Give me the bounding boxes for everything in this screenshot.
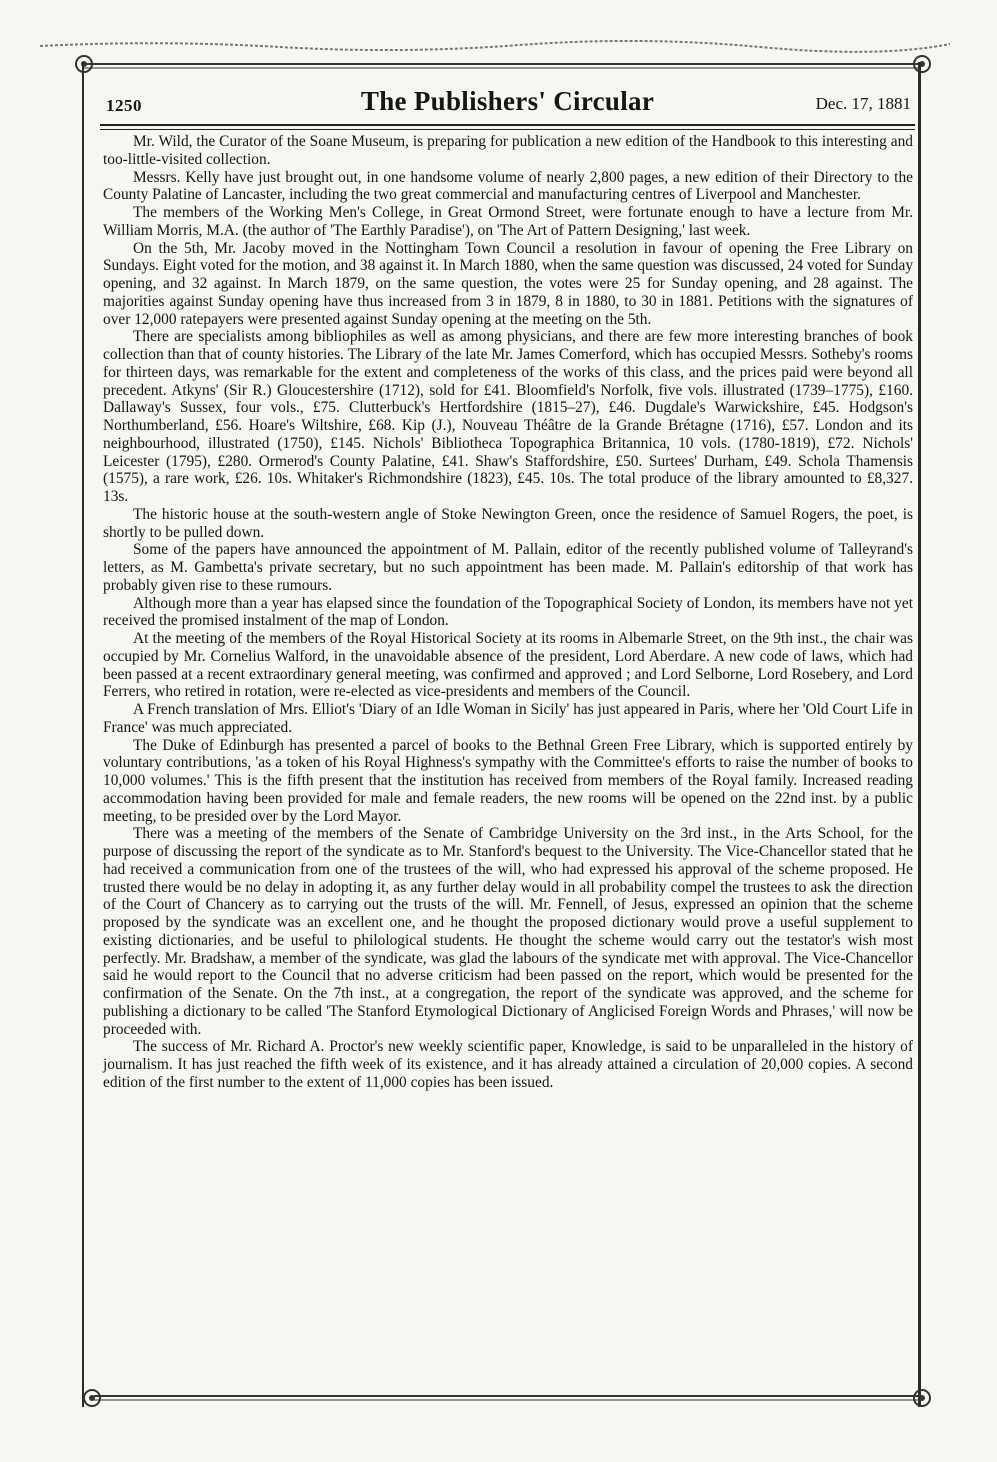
right-frame-rule: [918, 62, 921, 1407]
paragraph-nottingham-library: On the 5th, Mr. Jacoby moved in the Nottingham Town Council a resolution in favour of opening the Free Library on Sundays. Eight voted for the motion, and 38 against it. In March 1880, when the same question was discussed, 24 voted for Sunday opening, and 32 against. In March 1879, on the same question, the votes were 25 for Sunday opening, and 28 against. The majorities against Sunday opening have thus increased from 3 in 1879, 8 in 1880, to 30 in 1881. Petitions with the signatures of over 12,000 ratepayers were presented against Sunday opening at the meeting on the 5th.: [103, 239, 914, 328]
paragraph-duke-of-edinburgh: The Duke of Edinburgh has presented a parcel of books to the Bethnal Green Free Library, which is supported entirely by voluntary contributions, 'as a token of his Royal Highness's sympathy with the Committee's efforts to raise the number of books to 10,000 volumes.' This is the fifth present that the institution has received from members of the Royal family. Increased reading accommodation having been provided for male and female readers, the new rooms will be opened on the 22nd inst. by a public meeting, to be presided over by the Lord Mayor.: [103, 736, 913, 825]
paragraph-soane-museum: Mr. Wild, the Curator of the Soane Museum, is preparing for publication a new edition of the Handbook to this interesting and too-little-visited collection.: [103, 133, 913, 168]
header-rule-thick: [100, 124, 915, 126]
paragraph-royal-historical-society: At the meeting of the members of the Royal Historical Society at its rooms in Albemarle Street, on the 9th inst., the chair was occupied by Mr. Cornelius Walford, in the unavoidable absence of the president, Lord Aberdare. A new code of laws, which had been passed at a recent extraordinary general meeting, was confirmed and approved ; and Lord Selborne, Lord Rosebery, and Lord Ferrers, who retired in rotation, were re-elected as vice-presidents and members of the Council.: [103, 630, 913, 701]
paragraph-knowledge-paper: The success of Mr. Richard A. Proctor's new weekly scientific paper, Knowledge, is said to be unparalleled in the history of journalism. It has just reached the fifth week of its existence, and it has already attained a circulation of 20,000 copies. A second edition of the first number to the extent of 11,000 copies has been issued.: [103, 1038, 913, 1091]
header-rule-thin: [100, 129, 915, 130]
page-title: The Publishers' Circular: [360, 86, 655, 116]
page-header: [100, 86, 915, 120]
paragraph-topographical-society: Although more than a year has elapsed since the foundation of the Topographical Society of London, its members have not yet received the promised instalment of the map of London.: [103, 594, 913, 630]
bottom-border-ornament: [70, 1380, 950, 1420]
paragraph-working-mens-college: The members of the Working Men's College, in Great Ormond Street, were fortunate enough to have a lecture from Mr. William Morris, M.A. (the author of 'The Earthly Paradise'), on 'The Art of Pattern Designing,' last week.: [103, 204, 913, 239]
paragraph-pallain: Some of the papers have announced the appointment of M. Pallain, editor of the recently published volume of Talleyrand's letters, as M. Gambetta's private secretary, but no such appointment has been made. M. Pallain's editorship of that work has probably given rise to these rumours.: [103, 541, 913, 594]
page-number: 1250: [106, 96, 142, 115]
left-frame-rule: [82, 62, 84, 1407]
paragraph-stoke-newington: The historic house at the south-western angle of Stoke Newington Green, once the residence of Samuel Rogers, the poet, is shortly to be pulled down.: [103, 505, 913, 541]
article-body: [103, 133, 913, 1092]
paragraph-kelly-directory: Messrs. Kelly have just brought out, in one handsome volume of nearly 2,800 pages, a new edition of their Directory to the County Palatine of Lancaster, including the two great commercial and manufacturing centres of Liverpool and Manchester.: [103, 168, 913, 204]
paragraph-french-translation: A French translation of Mrs. Elliot's 'Diary of an Idle Woman in Sicily' has just appeared in Paris, where her 'Old Court Life in France' was much appreciated.: [103, 701, 913, 736]
issue-date: Dec. 17, 1881: [815, 94, 911, 113]
paragraph-cambridge-senate: There was a meeting of the members of the Senate of Cambridge University on the 3rd inst., in the Arts School, for the purpose of discussing the report of the syndicate as to Mr. Stanford's bequest to the University. The Vice-Chancellor stated that he had received a communication from one of the trustees of the will, who had expressed his approval of the scheme proposed. He trusted there would be no delay in adopting it, as any further delay would in all probability compel the trustees to ask the direction of the Court of Chancery as to carrying out the trusts of the will. Mr. Fennell, of Jesus, expressed an opinion that the scheme proposed by the syndicate was an excellent one, and he thought the proposed dictionary would prove a useful supplement to existing dictionaries, and be useful to philological students. He thought the scheme would carry out the testator's wish most perfectly. Mr. Bradshaw, a member of the syndicate, was glad the labours of the syndicate met with approval. The Vice-Chancellor said he would report to the Council that no adverse criticism had been passed on the report, which would be presented for the confirmation of the Senate. On the 7th inst., at a congregation, the report of the syndicate was approved, and the scheme for publishing a dictionary to be called 'The Stanford Etymological Dictionary of Anglicised Foreign Words and Phrases,' will now be proceeded with.: [103, 825, 913, 1038]
top-border-ornament: [40, 38, 950, 78]
paragraph-comerford-library: There are specialists among bibliophiles as well as among physicians, and there are few more interesting branches of book collection than that of county histories. The Library of the late Mr. James Comerford, which has occupied Messrs. Sotheby's rooms for thirteen days, was remarkable for the extent and completeness of the works of this class, and the prices paid were beyond all precedent. Atkyns' (Sir R.) Gloucestershire (1712), sold for £41. Bloomfield's Norfolk, five vols. illustrated (1739–1775), £160. Dallaway's Sussex, four vols., £75. Clutterbuck's Hertfordshire (1815–27), £46. Dugdale's Warwickshire, £45. Hodgson's Northumberland, £56. Hoare's Wiltshire, £68. Kip (J.), Nouveau Théâtre de la Grande Brétagne (1716), £57. London and its neighbourhood, illustrated (1750), £145. Nichols' Bibliotheca Topographica Britannica, 10 vols. (1780-1819), £72. Nichols' Leicester (1795), £280. Ormerod's County Palatine, £41. Shaw's Staffordshire, £50. Surtees' Durham, £49. Schola Thamensis (1575), a rare work, £26. 10s. Whitaker's Richmondshire (1823), £45. 10s. The total produce of the library amounted to £8,327. 13s.: [103, 328, 913, 505]
